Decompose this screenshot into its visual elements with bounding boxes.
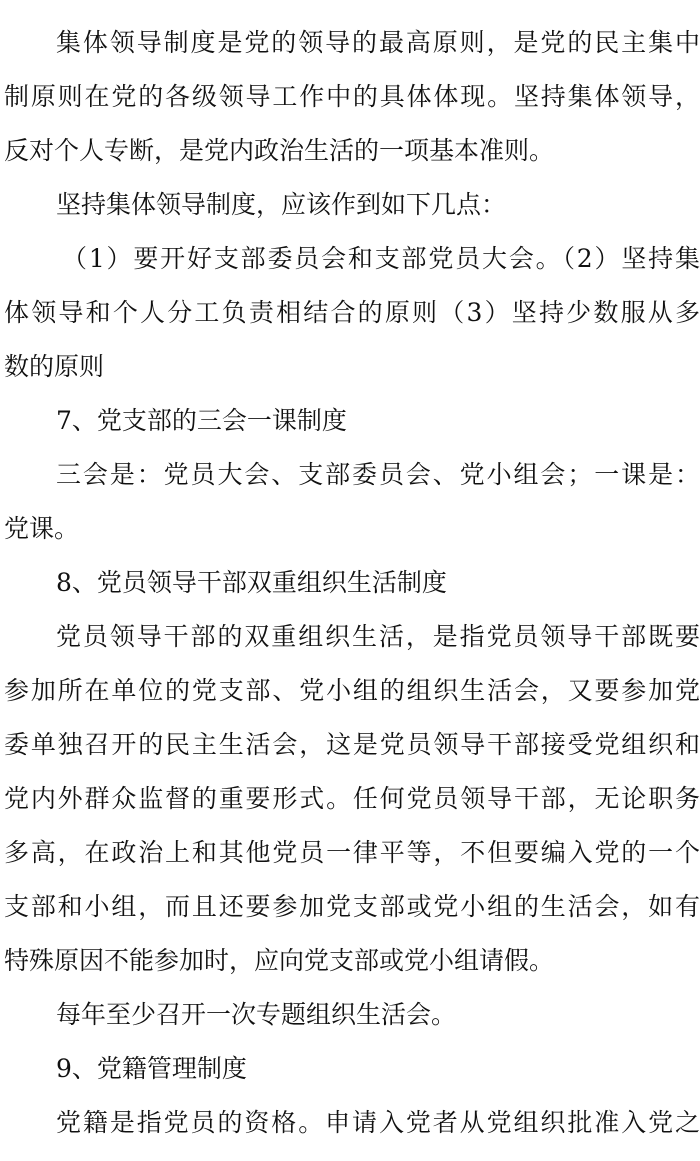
text-line: 每年至少召开一次专题组织生活会。 [56, 1000, 457, 1029]
section-heading-8: 8、党员领导干部双重组织生活制度 [56, 568, 447, 597]
text-line: 支部和小组，而且还要参加党支部或党小组的生活会，如有 [4, 892, 700, 921]
text-line: 坚持集体领导制度，应该作到如下几点： [56, 190, 507, 219]
text-line: 体领导和个人分工负责相结合的原则（3）坚持少数服从多 [4, 298, 700, 327]
text-line: 党籍是指党员的资格。申请入党者从党组织批准入党之 [56, 1108, 700, 1137]
text-line: 集体领导制度是党的领导的最高原则，是党的民主集中 [56, 28, 700, 57]
text-line: 党课。 [4, 514, 80, 543]
text-line: 反对个人专断，是党内政治生活的一项基本准则。 [4, 136, 555, 165]
text-line: 三会是：党员大会、支部委员会、党小组会；一课是： [56, 460, 700, 489]
section-heading-7: 7、党支部的三会一课制度 [56, 406, 347, 435]
text-line: 委单独召开的民主生活会，这是党员领导干部接受党组织和 [4, 730, 700, 759]
text-line: （1）要开好支部委员会和支部党员大会。（2）坚持集 [62, 244, 700, 273]
text-line: 参加所在单位的党支部、党小组的组织生活会，又要参加党 [4, 676, 700, 705]
section-heading-9: 9、党籍管理制度 [56, 1054, 247, 1083]
text-line: 制原则在党的各级领导工作中的具体体现。坚持集体领导， [4, 82, 700, 111]
text-line: 多高，在政治上和其他党员一律平等，不但要编入党的一个 [4, 838, 700, 867]
text-line: 特殊原因不能参加时，应向党支部或党小组请假。 [4, 946, 555, 975]
text-line: 数的原则 [4, 352, 105, 381]
text-line: 党内外群众监督的重要形式。任何党员领导干部，无论职务 [4, 784, 700, 813]
text-line: 党员领导干部的双重组织生活，是指党员领导干部既要 [56, 622, 700, 651]
